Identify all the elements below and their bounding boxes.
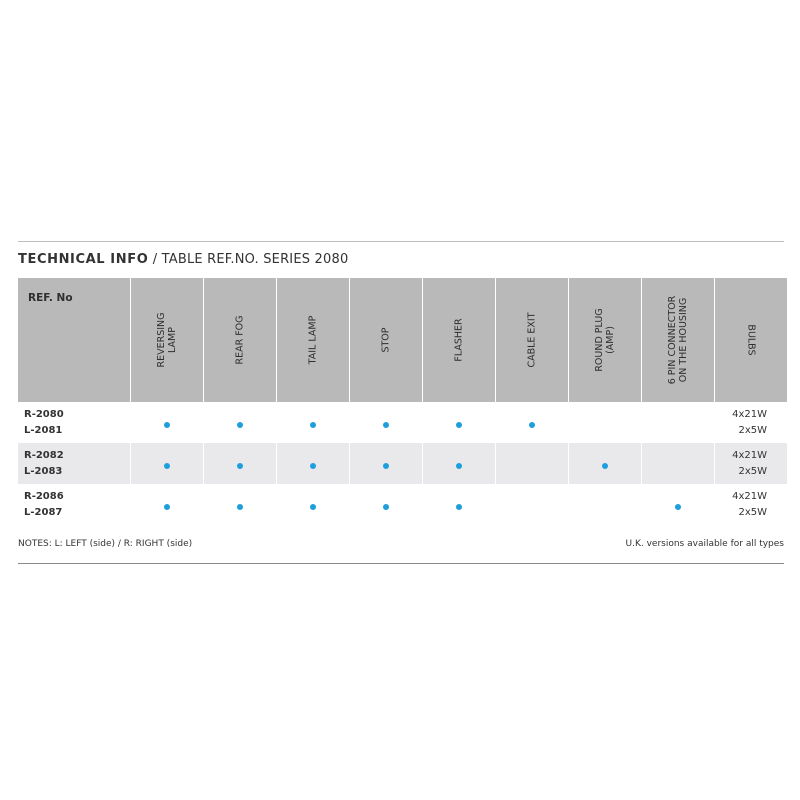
feature-cell (349, 402, 422, 443)
ref-number: R-2080 (24, 408, 64, 420)
header-col-label: 6 PIN CONNECTOR ON THE HOUSING (666, 295, 689, 385)
feature-cell (203, 484, 276, 525)
feature-dot-icon (237, 504, 243, 510)
table-body (18, 402, 787, 525)
header-col-label: STOP (380, 327, 391, 353)
header-col-7 (641, 278, 714, 402)
feature-cell (568, 443, 641, 484)
feature-cell (130, 484, 203, 525)
feature-cell (130, 402, 203, 443)
ref-number: R-2086 (24, 490, 64, 502)
bulb-spec: 2x5W (738, 506, 767, 518)
spec-table (18, 278, 787, 525)
header-col-3 (349, 278, 422, 402)
table-row (18, 484, 787, 525)
feature-cell (130, 443, 203, 484)
bulb-spec: 2x5W (738, 465, 767, 477)
feature-cell (349, 484, 422, 525)
header-col-8 (714, 278, 787, 402)
header-col-label: FLASHER (453, 318, 464, 362)
header-col-0 (130, 278, 203, 402)
feature-cell (203, 402, 276, 443)
feature-dot-icon (383, 504, 389, 510)
header-col-1 (203, 278, 276, 402)
feature-cell (495, 402, 568, 443)
bulbs-cell (714, 402, 787, 443)
ref-cell (18, 402, 130, 443)
feature-cell (349, 443, 422, 484)
feature-cell (422, 443, 495, 484)
bulbs-cell (714, 484, 787, 525)
table-header-row (18, 278, 787, 402)
bulb-spec: 2x5W (738, 424, 767, 436)
feature-cell (276, 484, 349, 525)
ref-cell (18, 484, 130, 525)
feature-cell (276, 402, 349, 443)
title-strong: TECHNICAL INFO (18, 252, 149, 267)
feature-dot-icon (675, 504, 681, 510)
header-col-4 (422, 278, 495, 402)
top-divider (18, 241, 784, 242)
feature-dot-icon (164, 463, 170, 469)
notes-left: NOTES: L: LEFT (side) / R: RIGHT (side) (18, 539, 193, 549)
bulb-spec: 4x21W (732, 408, 767, 420)
header-col-label: REAR FOG (234, 315, 245, 365)
header-ref-no (18, 278, 130, 402)
header-col-label: ROUND PLUG (AMP) (593, 308, 616, 372)
feature-dot-icon (237, 463, 243, 469)
feature-cell (203, 443, 276, 484)
feature-cell (641, 443, 714, 484)
header-col-label: BULBS (745, 324, 757, 356)
feature-dot-icon (456, 504, 462, 510)
feature-dot-icon (310, 422, 316, 428)
notes-right: U.K. versions available for all types (625, 539, 784, 549)
feature-cell (422, 402, 495, 443)
table-row (18, 443, 787, 484)
header-col-2 (276, 278, 349, 402)
table-row (18, 402, 787, 443)
feature-cell (422, 484, 495, 525)
ref-cell (18, 443, 130, 484)
feature-dot-icon (383, 422, 389, 428)
bulb-spec: 4x21W (732, 449, 767, 461)
feature-cell (568, 402, 641, 443)
feature-dot-icon (164, 422, 170, 428)
title-rest: / TABLE REF.NO. SERIES 2080 (148, 252, 349, 267)
header-col-6 (568, 278, 641, 402)
ref-number: L-2087 (24, 506, 63, 518)
ref-number: R-2082 (24, 449, 64, 461)
feature-dot-icon (310, 463, 316, 469)
feature-cell (495, 443, 568, 484)
header-ref-label: REF. No (28, 292, 73, 304)
feature-cell (641, 484, 714, 525)
feature-dot-icon (529, 422, 535, 428)
feature-dot-icon (456, 463, 462, 469)
feature-dot-icon (310, 504, 316, 510)
bottom-divider (18, 563, 784, 564)
header-col-label: REVERSING LAMP (155, 312, 178, 368)
feature-cell (276, 443, 349, 484)
section-title (18, 252, 348, 267)
feature-dot-icon (456, 422, 462, 428)
feature-dot-icon (237, 422, 243, 428)
feature-dot-icon (383, 463, 389, 469)
bulbs-cell (714, 443, 787, 484)
ref-number: L-2083 (24, 465, 63, 477)
feature-cell (568, 484, 641, 525)
feature-dot-icon (602, 463, 608, 469)
header-col-label: CABLE EXIT (526, 312, 537, 368)
feature-cell (495, 484, 568, 525)
feature-cell (641, 402, 714, 443)
ref-number: L-2081 (24, 424, 63, 436)
header-col-label: TAIL LAMP (307, 315, 318, 365)
feature-dot-icon (164, 504, 170, 510)
header-col-5 (495, 278, 568, 402)
bulb-spec: 4x21W (732, 490, 767, 502)
